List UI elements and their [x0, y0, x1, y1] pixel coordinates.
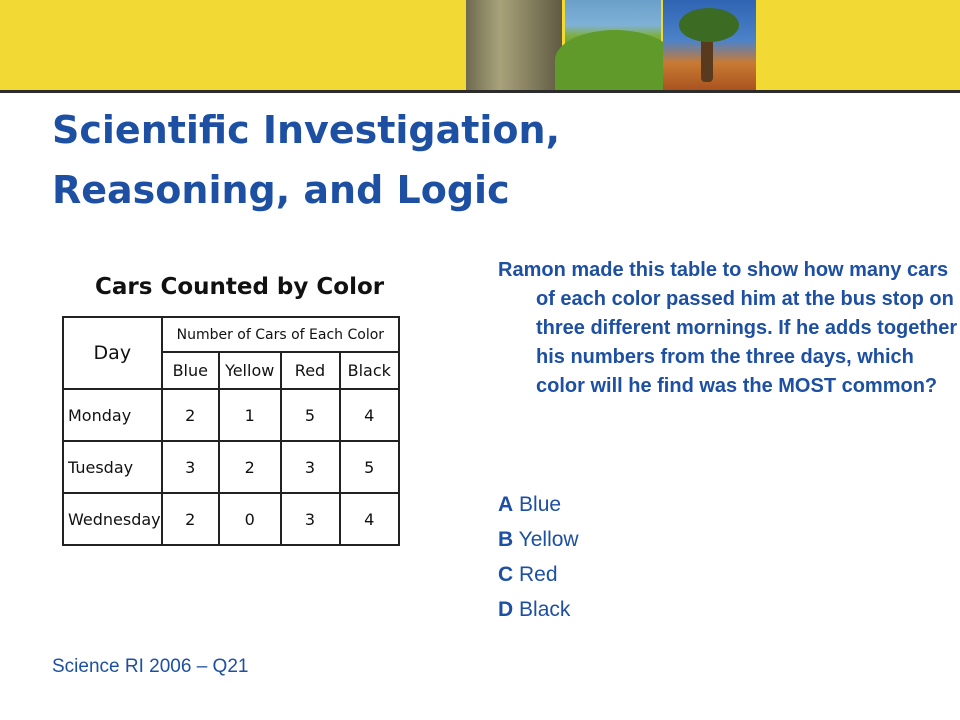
- color-group-header: Number of Cars of Each Color: [162, 317, 399, 352]
- table-cell: 1: [219, 389, 281, 441]
- slide-title-line1: Scientific Investigation,: [52, 108, 561, 152]
- table-cell: 3: [281, 441, 340, 493]
- choice-text: Blue: [519, 493, 562, 516]
- banner-divider: [0, 90, 960, 93]
- table-cell: 4: [340, 493, 400, 545]
- col-header-red: Red: [281, 352, 340, 389]
- choice-b: [498, 522, 579, 557]
- slide-title-line2: Reasoning, and Logic: [52, 168, 510, 212]
- table-cell: 3: [162, 441, 219, 493]
- table-cell: 0: [219, 493, 281, 545]
- choice-letter: D: [498, 598, 514, 621]
- col-header-yellow: Yellow: [219, 352, 281, 389]
- header-banner: [0, 0, 960, 92]
- source-citation: Science RI 2006 – Q21: [52, 656, 249, 677]
- choice-a: [498, 487, 579, 522]
- table-cell: 4: [340, 389, 400, 441]
- col-header-black: Black: [340, 352, 400, 389]
- col-header-blue: Blue: [162, 352, 219, 389]
- table-cell: 2: [219, 441, 281, 493]
- choice-c: [498, 557, 579, 592]
- table-cell: 2: [162, 493, 219, 545]
- row-day-label: Tuesday: [63, 441, 162, 493]
- choice-text: Black: [519, 598, 571, 621]
- choice-text: Yellow: [518, 528, 579, 551]
- table-cell: 5: [281, 389, 340, 441]
- choice-letter: C: [498, 563, 514, 586]
- question-text: Ramon made this table to show how many cars of each color passed him at the bus stop on three different mornings. If he adds together his numbers from the three days, which color will he find was the MOST common?: [498, 259, 958, 397]
- table-cell: 2: [162, 389, 219, 441]
- choice-letter: B: [498, 528, 514, 551]
- row-day-label: Wednesday: [63, 493, 162, 545]
- day-header: Day: [63, 317, 162, 389]
- table-row: [63, 389, 399, 441]
- choice-d: [498, 592, 579, 627]
- table-cell: 5: [340, 441, 400, 493]
- choice-letter: A: [498, 493, 514, 516]
- cars-table: [62, 316, 400, 546]
- table-title: Cars Counted by Color: [95, 274, 385, 300]
- table-cell: 3: [281, 493, 340, 545]
- table-row: [63, 441, 399, 493]
- desert-tree-photo: [663, 0, 756, 90]
- answer-choices: [498, 487, 579, 627]
- choice-text: Red: [519, 563, 558, 586]
- table-row: [63, 493, 399, 545]
- green-field-photo: [565, 0, 661, 90]
- interior-photo: [466, 0, 562, 90]
- slide-title: [52, 100, 752, 220]
- row-day-label: Monday: [63, 389, 162, 441]
